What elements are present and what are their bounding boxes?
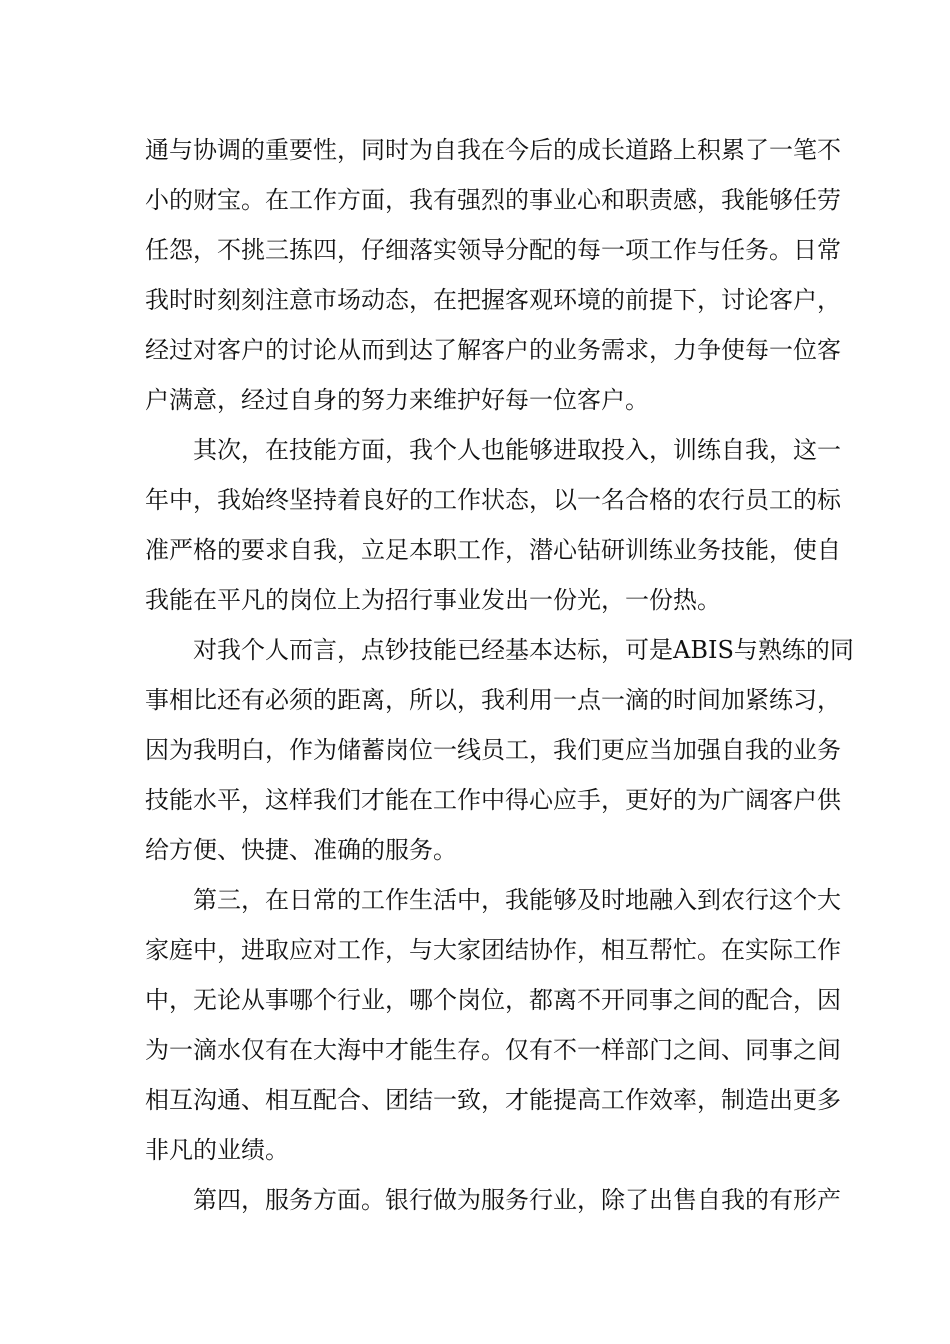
text-line: 中，无论从事哪个行业，哪个岗位，都离不开同事之间的配合，因 [145,986,841,1014]
text-line: 事相比还有必须的距离，所以，我利用一点一滴的时间加紧练习， [145,686,841,714]
text-line: 户满意，经过自身的努力来维护好每一位客户。 [145,386,649,414]
paragraph-first-line: 第四，服务方面。银行做为服务行业，除了出售自我的有形产 [193,1186,841,1214]
text-line: 通与协调的重要性，同时为自我在今后的成长道路上积累了一笔不 [145,136,841,164]
text-line: 相互沟通、相互配合、团结一致，才能提高工作效率，制造出更多 [145,1086,841,1114]
paragraph-first-line: 其次，在技能方面，我个人也能够进取投入，训练自我，这一 [193,436,841,464]
text-line: 非凡的业绩。 [145,1136,289,1164]
paragraph-first-line: 对我个人而言，点钞技能已经基本达标，可是ABIS与熟练的同 [193,636,854,664]
text-line: 任怨，不挑三拣四，仔细落实领导分配的每一项工作与任务。日常 [145,236,841,264]
text-line: 经过对客户的讨论从而到达了解客户的业务需求，力争使每一位客 [145,336,841,364]
text-line: 年中，我始终坚持着良好的工作状态，以一名合格的农行员工的标 [145,486,841,514]
text-line: 因为我明白，作为储蓄岗位一线员工，我们更应当加强自我的业务 [145,736,841,764]
text-line: 准严格的要求自我，立足本职工作，潜心钻研训练业务技能，使自 [145,536,841,564]
text-line: 为一滴水仅有在大海中才能生存。仅有不一样部门之间、同事之间 [145,1036,841,1064]
paragraph-first-line: 第三，在日常的工作生活中，我能够及时地融入到农行这个大 [193,886,841,914]
text-line: 我能在平凡的岗位上为招行事业发出一份光，一份热。 [145,586,721,614]
text-line: 技能水平，这样我们才能在工作中得心应手，更好的为广阔客户供 [145,786,841,814]
text-line: 家庭中，进取应对工作，与大家团结协作，相互帮忙。在实际工作 [145,936,841,964]
text-line: 我时时刻刻注意市场动态，在把握客观环境的前提下，讨论客户， [145,286,841,314]
text-line: 给方便、快捷、准确的服务。 [145,836,457,864]
text-line: 小的财宝。在工作方面，我有强烈的事业心和职责感，我能够任劳 [145,186,841,214]
